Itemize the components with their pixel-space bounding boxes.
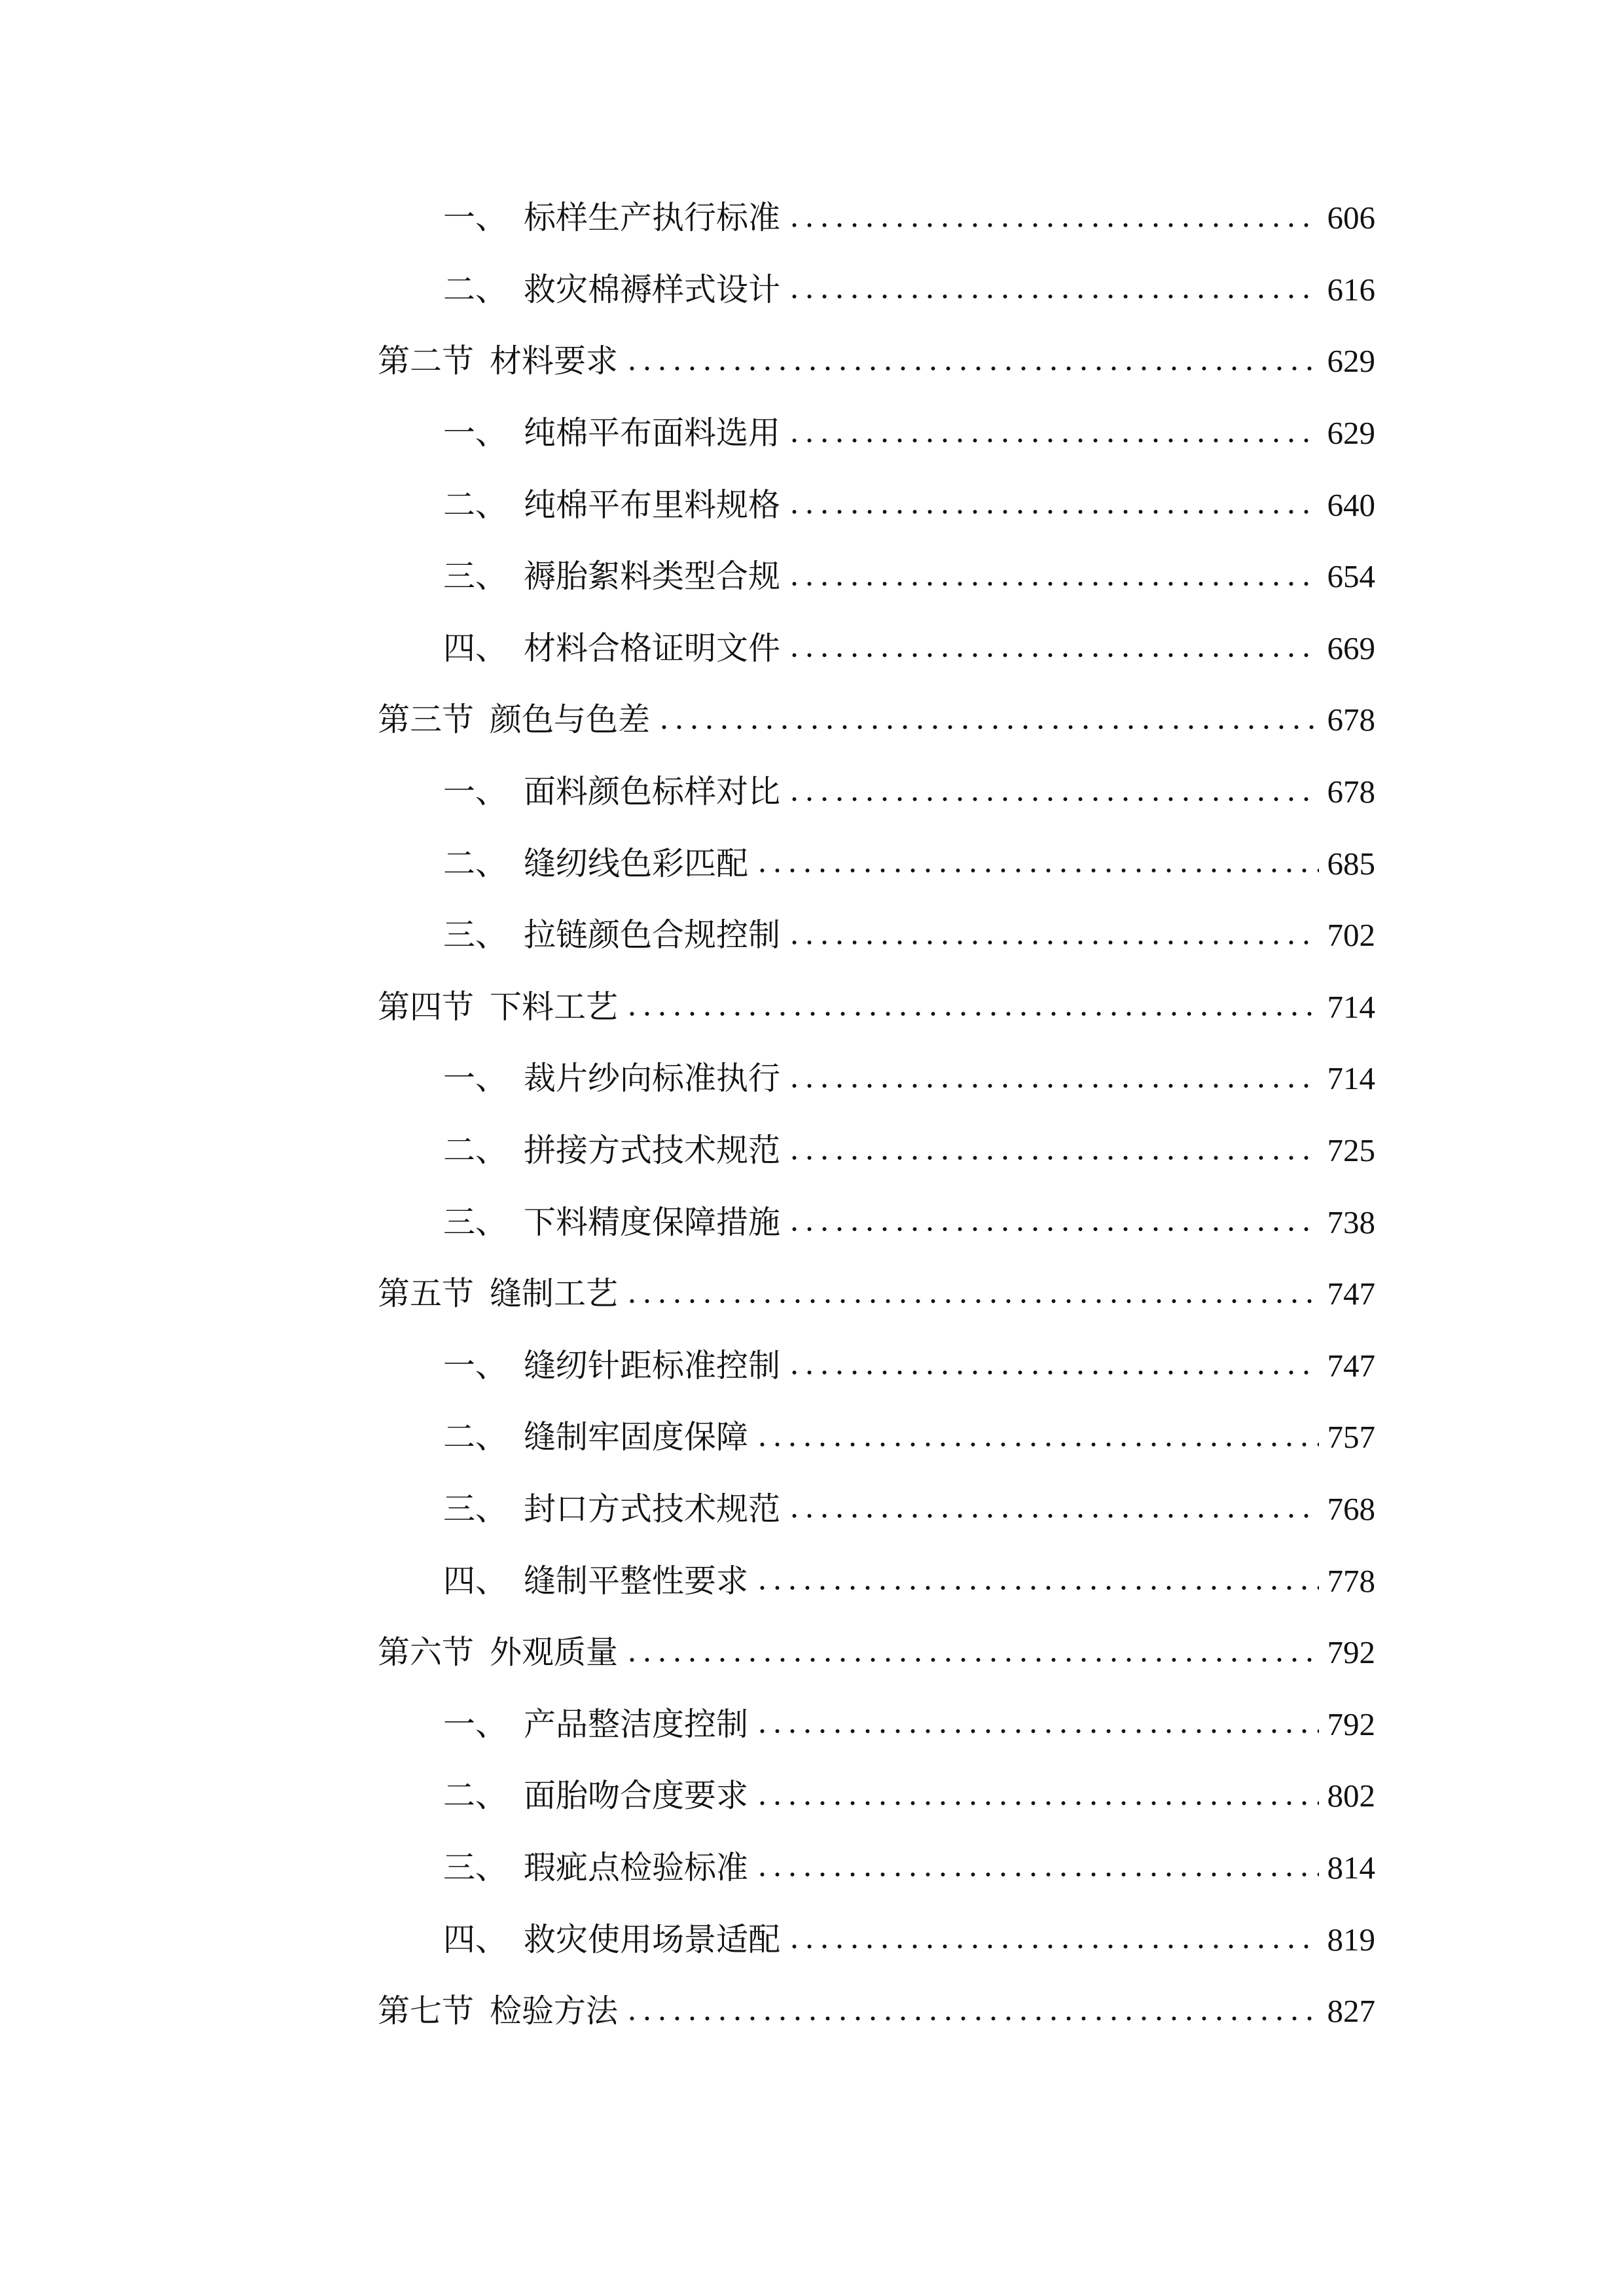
- dot-leader: [787, 1369, 1319, 1376]
- entry-title: 裁片纱向标准执行: [524, 1060, 781, 1097]
- toc-subsection-entry[interactable]: [0, 1688, 1624, 1760]
- entry-title: 面胎吻合度要求: [524, 1778, 749, 1814]
- entry-title: 材料合格证明文件: [524, 630, 781, 666]
- toc-subsection-entry[interactable]: [0, 1545, 1624, 1617]
- toc-subsection-entry[interactable]: [0, 1832, 1624, 1904]
- entry-page-number: 714: [1327, 1060, 1375, 1097]
- dot-leader: [787, 580, 1319, 588]
- toc-subsection-entry[interactable]: [0, 1473, 1624, 1545]
- entry-title: 缝制牢固度保障: [524, 1419, 749, 1456]
- toc-subsection-entry[interactable]: [0, 1903, 1624, 1975]
- toc-section-entry[interactable]: [0, 971, 1624, 1043]
- dot-leader: [624, 1656, 1319, 1664]
- entry-number: 二、: [443, 271, 508, 308]
- dot-leader: [755, 1727, 1319, 1735]
- dot-leader: [624, 1010, 1319, 1018]
- entry-title: 面料颜色标样对比: [524, 774, 781, 810]
- entry-number: 三、: [443, 1849, 508, 1886]
- entry-number: 二、: [443, 486, 508, 523]
- entry-page-number: 669: [1327, 630, 1375, 666]
- dot-leader: [787, 508, 1319, 516]
- toc-section-entry[interactable]: [0, 684, 1624, 756]
- entry-number: 一、: [443, 415, 508, 452]
- entry-title: 颜色与色差: [490, 702, 651, 738]
- dot-leader: [755, 1584, 1319, 1592]
- dot-leader: [787, 437, 1319, 444]
- table-of-contents: [0, 182, 1624, 2047]
- entry-title: 检验方法: [490, 1993, 619, 2030]
- dot-leader: [787, 221, 1319, 229]
- entry-page-number: 819: [1327, 1921, 1375, 1958]
- dot-leader: [624, 1297, 1319, 1305]
- dot-leader: [787, 293, 1319, 300]
- entry-title: 标样生产执行标准: [524, 200, 781, 236]
- entry-number: 一、: [443, 774, 508, 810]
- toc-subsection-entry[interactable]: [0, 254, 1624, 326]
- dot-leader: [787, 795, 1319, 803]
- dot-leader: [787, 939, 1319, 946]
- entry-title: 缝制平整性要求: [524, 1562, 749, 1599]
- entry-page-number: 792: [1327, 1634, 1375, 1671]
- entry-number: 三、: [443, 558, 508, 595]
- entry-page-number: 768: [1327, 1490, 1375, 1527]
- entry-page-number: 678: [1327, 774, 1375, 810]
- entry-page-number: 757: [1327, 1419, 1375, 1456]
- toc-subsection-entry[interactable]: [0, 1401, 1624, 1473]
- entry-title: 下料工艺: [490, 988, 619, 1025]
- entry-page-number: 702: [1327, 917, 1375, 954]
- dot-leader: [657, 723, 1319, 731]
- entry-title: 缝纫线色彩匹配: [524, 845, 749, 882]
- toc-section-entry[interactable]: [0, 1617, 1624, 1689]
- entry-number: 四、: [443, 630, 508, 666]
- toc-subsection-entry[interactable]: [0, 469, 1624, 541]
- entry-page-number: 678: [1327, 702, 1375, 738]
- toc-subsection-entry[interactable]: [0, 613, 1624, 685]
- entry-page-number: 629: [1327, 343, 1375, 380]
- entry-number: 二、: [443, 845, 508, 882]
- entry-title: 救灾使用场景适配: [524, 1921, 781, 1958]
- entry-title: 材料要求: [490, 343, 619, 380]
- dot-leader: [787, 651, 1319, 659]
- entry-number: 二、: [443, 1132, 508, 1169]
- entry-page-number: 802: [1327, 1778, 1375, 1814]
- toc-section-entry[interactable]: [0, 325, 1624, 397]
- entry-number: 一、: [443, 1706, 508, 1742]
- entry-title: 缝制工艺: [490, 1276, 619, 1312]
- entry-number: 四、: [443, 1562, 508, 1599]
- toc-subsection-entry[interactable]: [0, 397, 1624, 469]
- entry-title: 拉链颜色合规控制: [524, 917, 781, 954]
- toc-subsection-entry[interactable]: [0, 1115, 1624, 1187]
- entry-number: 二、: [443, 1778, 508, 1814]
- entry-number: 三、: [443, 917, 508, 954]
- toc-subsection-entry[interactable]: [0, 1330, 1624, 1402]
- entry-number: 一、: [443, 1060, 508, 1097]
- dot-leader: [624, 365, 1319, 372]
- dot-leader: [787, 1512, 1319, 1520]
- entry-page-number: 629: [1327, 415, 1375, 452]
- entry-page-number: 654: [1327, 558, 1375, 595]
- entry-title: 纯棉平布里料规格: [524, 486, 781, 523]
- toc-subsection-entry[interactable]: [0, 1043, 1624, 1115]
- entry-page-number: 640: [1327, 486, 1375, 523]
- dot-leader: [787, 1225, 1319, 1233]
- entry-number: 第二节: [378, 343, 475, 380]
- entry-title: 产品整洁度控制: [524, 1706, 749, 1742]
- entry-number: 第六节: [378, 1634, 475, 1671]
- entry-page-number: 747: [1327, 1347, 1375, 1384]
- entry-page-number: 747: [1327, 1276, 1375, 1312]
- toc-section-entry[interactable]: [0, 1258, 1624, 1330]
- toc-subsection-entry[interactable]: [0, 1186, 1624, 1258]
- dot-leader: [755, 867, 1319, 874]
- entry-title: 封口方式技术规范: [524, 1490, 781, 1527]
- dot-leader: [787, 1154, 1319, 1162]
- entry-number: 三、: [443, 1204, 508, 1240]
- dot-leader: [787, 1082, 1319, 1090]
- entry-number: 四、: [443, 1921, 508, 1958]
- entry-page-number: 827: [1327, 1993, 1375, 2030]
- toc-subsection-entry[interactable]: [0, 1760, 1624, 1832]
- entry-number: 一、: [443, 1347, 508, 1384]
- entry-title: 拼接方式技术规范: [524, 1132, 781, 1169]
- entry-number: 二、: [443, 1419, 508, 1456]
- entry-page-number: 725: [1327, 1132, 1375, 1169]
- entry-number: 第七节: [378, 1993, 475, 2030]
- toc-subsection-entry[interactable]: [0, 756, 1624, 828]
- entry-page-number: 738: [1327, 1204, 1375, 1240]
- entry-title: 褥胎絮料类型合规: [524, 558, 781, 595]
- entry-title: 缝纫针距标准控制: [524, 1347, 781, 1384]
- toc-subsection-entry[interactable]: [0, 827, 1624, 899]
- entry-page-number: 685: [1327, 845, 1375, 882]
- dot-leader: [755, 1871, 1319, 1878]
- entry-page-number: 606: [1327, 200, 1375, 236]
- entry-title: 纯棉平布面料选用: [524, 415, 781, 452]
- dot-leader: [624, 2015, 1319, 2022]
- dot-leader: [787, 1943, 1319, 1950]
- toc-subsection-entry[interactable]: [0, 541, 1624, 613]
- dot-leader: [755, 1441, 1319, 1448]
- entry-page-number: 714: [1327, 988, 1375, 1025]
- entry-title: 瑕疵点检验标准: [524, 1849, 749, 1886]
- entry-page-number: 616: [1327, 271, 1375, 308]
- toc-section-entry[interactable]: [0, 1975, 1624, 2047]
- entry-number: 第五节: [378, 1276, 475, 1312]
- entry-number: 第四节: [378, 988, 475, 1025]
- entry-number: 第三节: [378, 702, 475, 738]
- entry-page-number: 792: [1327, 1706, 1375, 1742]
- entry-title: 救灾棉褥样式设计: [524, 271, 781, 308]
- toc-subsection-entry[interactable]: [0, 182, 1624, 254]
- entry-page-number: 778: [1327, 1562, 1375, 1599]
- toc-subsection-entry[interactable]: [0, 899, 1624, 971]
- entry-number: 一、: [443, 200, 508, 236]
- entry-number: 三、: [443, 1490, 508, 1527]
- entry-title: 下料精度保障措施: [524, 1204, 781, 1240]
- entry-page-number: 814: [1327, 1849, 1375, 1886]
- entry-title: 外观质量: [490, 1634, 619, 1671]
- dot-leader: [755, 1799, 1319, 1807]
